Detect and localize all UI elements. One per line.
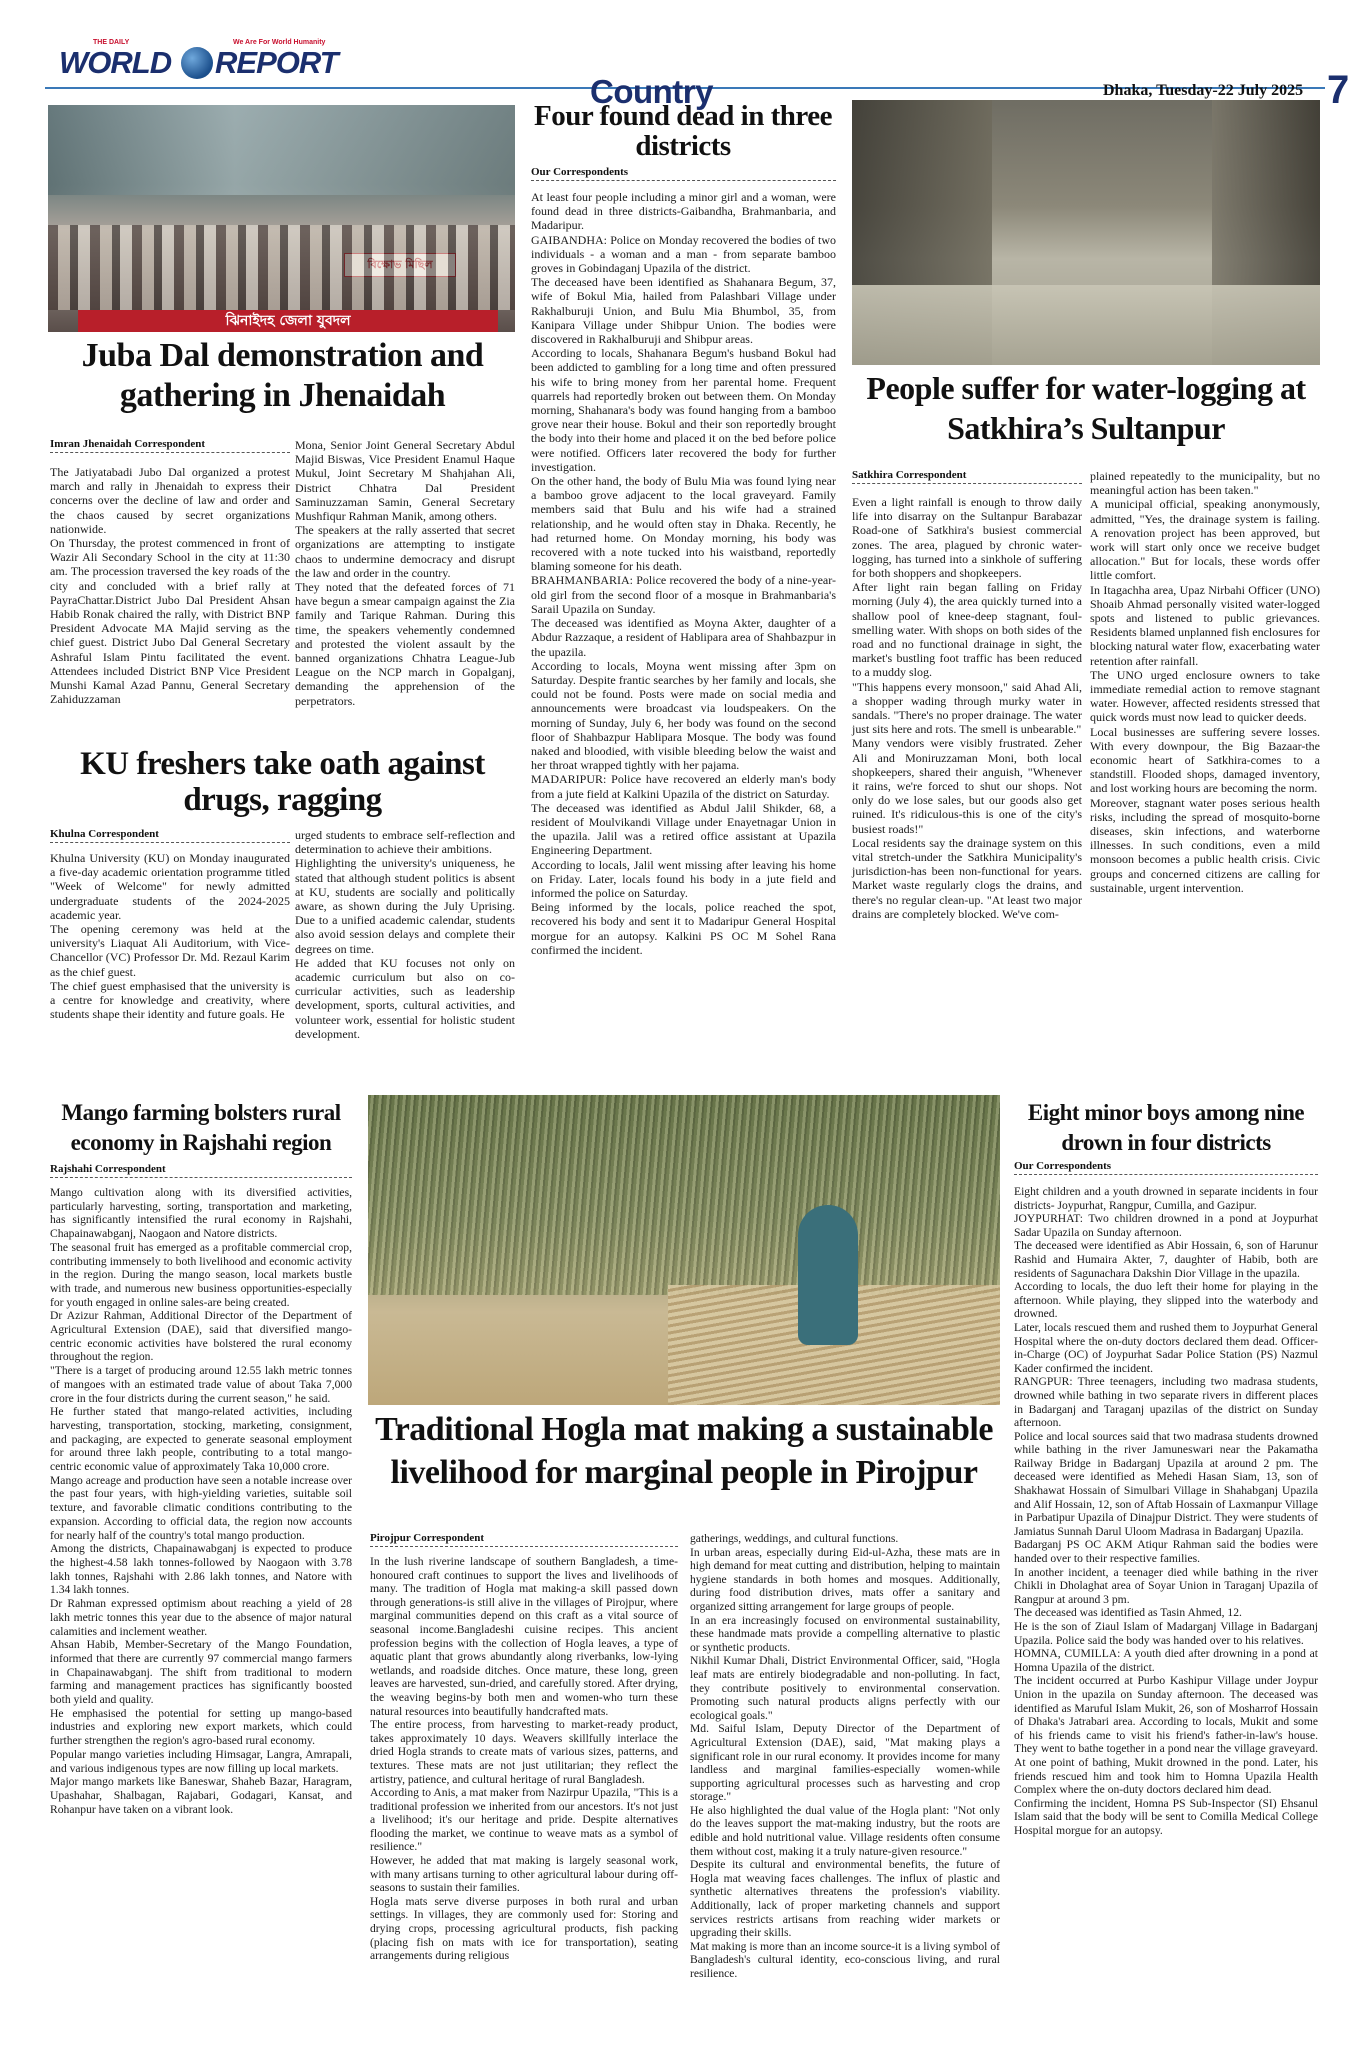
byline-ku: Khulna Correspondent [50, 828, 290, 843]
protest-banner: ঝিনাইদহ জেলা যুবদল [78, 310, 498, 332]
byline-four-dead: Our Correspondents [531, 166, 836, 181]
dateline: Dhaka, Tuesday-22 July 2025 [1103, 82, 1304, 99]
globe-icon [181, 47, 213, 79]
article-hogla-col1: In the lush riverine landscape of southern Bangladesh, a time-honoured craft continues to support the lives and livelihoods of many. The tradition of Hogla mat making-a skill passed down through generations-is still alive in the villages of Pirojpur, where marginal communities depend on this craft as a vital source of seasonal income.Bangladeshi cuisine recipes. This ancient profession begins with the collection of Hogla leaves, a type of aquatic plant that grows abundantly along riverbanks, low-lying wetlands, and roadside ditches. Once mature, these long, green leaves are harvested, sun-dried, and carefully stored. After drying, the weaving begins-by both men and women-who turn these natural resources into beautifully handcrafted mats. The entire process, from harvesting to market-ready product, takes approximately 10 days. Weavers skillfully interlace the dried Hogla strands to create mats of various sizes, patterns, and textures. These mats are not just utilitarian; they reflect the artistry, patience, and cultural heritage of rural Bangladesh. According to Anis, a mat maker from Nazirpur Upazila, "This is a traditional profession we inherited from our ancestors. It's not just a livelihood; it's our heritage and pride. Despite alternatives flooding the market, we continue to weave mats as a symbol of resilience." However, he added that mat making is largely seasonal work, with many artisans turning to other agricultural labour during off-seasons to sustain their families. Hogla mats serve diverse purposes in both rural and urban settings. In villages, they are commonly used for: Storing and drying crops, processing agricultural products, fish packing (placing fish on mats with ice for transportation), seating arrangements during religious [370, 1555, 678, 1963]
newspaper-logo[interactable] [53, 39, 353, 83]
article-ku-col2: urged students to embrace self-reflection and determination to achieve their ambitions. Highlighting the university's uniqueness, he stated that although student politics is absent at KU, students are socially and politically aware, as shown during the July Uprising. Due to a unified academic calendar, students also avoid session delays and complete their degrees on time. He added that KU focuses not only on academic curriculum but also on co-curricular activities, such as leadership development, sports, cultural activities, and volunteer work, essential for holistic student development. [295, 828, 515, 1041]
flood-water [852, 285, 1320, 365]
section-title: Country [590, 73, 713, 110]
article-four-dead: At least four people including a minor girl and a woman, were found dead in three districts-Gaibandha, Brahmanbaria, and Madaripur. GAIBANDHA: Police on Monday recovered the bodies of two individuals - a woman and a man - from separate bamboo groves in Gobindaganj Upazila of the district. The deceased have been identified as Shahanara Begum, 37, wife of Bokul Mia, hailed from Palashbari Village under Rakhalburuji Union, and Bulu Mia Bhumbol, 35, from Kanipara Village under Shibpur Union. The bodies were discovered in Rakhalburuji and Shibpur areas. According to locals, Shahanara Begum's husband Bokul had been addicted to gambling for a long time and often pressured his wife to bring money from her parental home. Frequent quarrels had reportedly broken out between them. On Monday morning, Shahanara's body was found hanging from a bamboo grove near their house. Bokul and their son reportedly brought the body into their home and placed it on the bed before police were notified. Officers later recovered the body for further investigation. On the other hand, the body of Bulu Mia was found lying near a bamboo grove adjacent to the local graveyard. Family members said that Bulu and his wife had a strained relationship, and he would often stay in Dhaka. Recently, he had returned home. On Monday morning, his body was recovered with a note tucked into his waistband, reportedly blaming someone for his death. BRAHMANBARIA: Police recovered the body of a nine-year-old girl from the second floor of a mosque in Brahmanbaria's Sarail Upazila on Sunday. The deceased was identified as Moyna Akter, daughter of a Abdur Razzaque, a resident of Hablipara area of Shahbazpur in the upazila. According to locals, Moyna went missing after 3pm on Saturday. Despite frantic searches by her family and locals, she could not be found. Posts were made on social media and announcements were broadcast via loudspeakers. On the morning of Sunday, July 6, her body was found on the second floor of Shahbazpur Hablipara Mosque. The body was found naked and bloodied, with visible bleeding below the waist and her throat wrapped tightly with her pajama. MADARIPUR: Police have recovered an elderly man's body from a jute field at Kalkini Upazila of the district on Saturday. The deceased was identified as Abdul Jalil Shikder, 68, a resident of Moulvikandi Village under Enayetnagar Union in the upazila. Jalil was a retired office assistant at Upazila Engineering Department. According to locals, Jalil went missing after leaving his home on Friday. Later, locals found his body in a jute field and informed the police on Saturday. Being informed by the locals, police reached the spot, recovered his body and sent it to Madaripur General Hospital morgue for an autopsy. Kalkini PS OC M Sohel Rana confirmed the incident. [531, 190, 836, 957]
headline-four-dead: Four found dead in three districts [534, 100, 832, 162]
headline-ku-freshers: KU freshers take oath against drugs, ragging [80, 746, 485, 818]
byline-eight-boys: Our Correspondents [1014, 1160, 1318, 1175]
byline-satkhira: Satkhira Correspondent [852, 469, 1082, 484]
crowd [48, 225, 515, 310]
building-shape [48, 105, 515, 195]
byline-mango: Rajshahi Correspondent [50, 1163, 352, 1178]
page-number: 7 [1327, 68, 1350, 112]
hogla-reeds [368, 1095, 1000, 1295]
weaver-woman [798, 1205, 858, 1345]
byline-hogla: Pirojpur Correspondent [370, 1532, 678, 1547]
logo-word-world: WORLD [59, 45, 172, 80]
masthead [45, 33, 1350, 112]
logo-word-report: REPORT [215, 45, 338, 80]
hogla-mat-photo [368, 1095, 1000, 1405]
headline-eight-boys: Eight minor boys among nine drown in four districts [1027, 1100, 1305, 1155]
article-juba-col1: The Jatiyatabadi Jubo Dal organized a protest march and rally in Jhenaidah to express their concerns over the decline of law and order and the chaos caused by secret organizations nationwide. On Thursday, the protest commenced in front of Wazir Ali Secondary School in the city at 11:30 am. The procession traversed the key roads of the city and concluded with a brief rally at PayraChattar.District Jubo Dal President Ahsan Habib Ronak chaired the rally, with District BNP President Advocate MA Majid serving as the chief guest. District Jubo Dal General Secretary Ashraful Islam Pintu facilitated the event. Attendees included District BNP Vice President Munshi Kamal Azad Pannu, General Secretary Zahiduzzaman [50, 465, 290, 707]
headline-mango: Mango farming bolsters rural economy in Rajshahi region [61, 1100, 341, 1155]
article-satkhira-col1: Even a light rainfall is enough to throw daily life into disarray on the Sultanpur Barabazar Road-one of Satkhira's busiest commercial zones. The area, plagued by chronic water-logging, has turned into a sinkhole of suffering for both shoppers and shopkeepers. After light rain began falling on Friday morning (July 4), the area quickly turned into a shallow pool of knee-deep stagnant, foul-smelling water. With shops on both sides of the road and no functional drainage in sight, the market's bustling foot traffic has been reduced to a muddy slog. "This happens every monsoon," said Ahad Ali, a shopper wading through murky water in sandals. "There's no proper drainage. The water just sits here and rots. The smell is unbearable." Many vendors were visibly frustrated. Zeher Ali and Moniruzzaman Moni, both local shopkeepers, shared their anguish, "Whenever it rains, we're forced to shut our shops. Not only do we lose sales, but our goods also get ruined. It's ridiculous-this is one of the city's busiest roads!" Local residents say the drainage system on this vital stretch-under the Satkhira Municipality's jurisdiction-has been non-functional for years. Market waste regularly clogs the drains, and there's no regular clean-up. "At least two major drains are completely blocked. We've com- [852, 495, 1082, 921]
article-ku-col1: Khulna University (KU) on Monday inaugurated a five-day academic orientation programme titled "Week of Welcome" for newly admitted undergraduate students of the 2024-2025 academic year. The opening ceremony was held at the university's Liaquat Ali Auditorium, with Vice-Chancellor (VC) Professor Dr. Md. Rezaul Karim as the chief guest. The chief guest emphasised that the university is a centre for knowledge and creativity, where students shape their identity and future goals. He [50, 851, 290, 1022]
article-mango: Mango cultivation along with its diversified activities, particularly harvesting, sorting, transportation and marketing, has significantly intensified the rural economy in Rajshahi, Chapainawabganj, Naogaon and Natore districts. The seasonal fruit has emerged as a profitable commercial crop, contributing immensely to both livelihood and economic activity in the region. During the mango season, local markets bustle with trade, and numerous new business opportunities-especially for youth engaged in online sales-are being created. Dr Azizur Rahman, Additional Director of the Department of Agricultural Extension (DAE), said that diversified mango-centric economic activities have bolstered the rural economy throughout the region. "There is a target of producing around 12.55 lakh metric tonnes of mangoes with an estimated trade value of about Taka 7,000 crore in the four districts during the current season," he said. He further stated that mango-related activities, including harvesting, transportation, stocking, marketing, consignment, and packaging, are expected to generate seasonal employment for around three lakh people, contributing to a total mango-centric economic value of approximately Taka 10,000 crore. Mango acreage and production have seen a notable increase over the past four years, with high-yielding varieties, suitable soil texture, and favorable climatic conditions contributing to the expansion. According to official data, the region now accounts for nearly half of the country's total mango production. Among the districts, Chapainawabganj is expected to produce the highest-4.58 lakh tonnes-followed by Naogaon with 3.78 lakh tonnes, Rajshahi with 2.86 lakh tonnes, and Natore with 1.34 lakh tonnes. Dr Rahman expressed optimism about reaching a yield of 28 lakh metric tonnes this year due to the absence of major natural calamities and inclement weather. Ahsan Habib, Member-Secretary of the Mango Foundation, informed that there are currently 97 commercial mango farmers in Chapainawabganj. The shift from traditional to modern farming and management practices has significantly boosted both yield and quality. He emphasised the potential for setting up mango-based industries and exploring new export markets, which could further strengthen the region's agro-based rural economy. Popular mango varieties including Himsagar, Langra, Amrapali, and various indigenous types are now filling up local markets. Major mango markets like Baneswar, Shaheb Bazar, Haragram, Upashahar, Shalbagan, Rajabari, Godagari, Kansat, and Rohanpur have taken on a vibrant look. [50, 1186, 352, 1816]
headline-juba-dal: Juba Dal demonstration and gathering in Jhenaidah [81, 337, 484, 414]
article-juba-col2: Mona, Senior Joint General Secretary Abdul Majid Biswas, Vice President Enamul Haque Mukul, Joint Secretary M Shahjahan Ali, District Chhatra Dal President Saminuzzaman Samin, General Secretary Mushfiqur Rahman Manik, among others. The speakers at the rally asserted that secret organizations are attempting to instigate chaos to undermine democracy and disrupt the law and order in the country. They noted that the defeated forces of 71 have begun a smear campaign against the Zia family and Tarique Rahman. During this time, the speakers vehemently condemned and protested the violent assault by the banned organizations Chhatra League-Jub League on the NCP march in Gopalganj, demanding the apprehension of the perpetrators. [295, 438, 515, 708]
headline-hogla: Traditional Hogla mat making a sustainable livelihood for marginal people in Pirojpur [375, 1411, 993, 1491]
headline-satkhira: People suffer for water-logging at Satkhira’s Sultanpur [866, 370, 1306, 446]
logo-top-label: THE DAILY [93, 39, 130, 46]
logo-tagline: We Are For World Humanity [233, 39, 326, 46]
article-satkhira-col2: plained repeatedly to the municipality, but no meaningful action has been taken." A municipal official, speaking anonymously, admitted, "Yes, the drainage system is failing. A renovation project has been approved, but work will start only once we receive budget allocation." But for locals, these words offer little comfort. In Itagachha area, Upaz Nirbahi Officer (UNO) Shoaib Ahmad personally visited water-logged spots and listened to public grievances. Residents blamed unplanned fish enclosures for blocking natural water flow, exacerbating water retention after rainfall. The UNO urged enclosure owners to take immediate remedial action to remove stagnant water. However, affected residents stressed that quick words must now lead to quicker deeds. Local businesses are suffering severe losses. With every downpour, the Big Bazaar-the economic heart of Satkhira-comes to a standstill. Flooded shops, damaged inventory, and lost working hours are becoming the norm. Moreover, stagnant water poses serious health risks, including the spread of mosquito-borne diseases, skin infections, and waterborne illnesses. In such conditions, even a mild monsoon becomes a public health crisis. Civic groups and concerned citizens are calling for sustainable, urgent intervention. [1090, 469, 1320, 895]
waterlogging-photo [852, 100, 1320, 365]
article-hogla-col2: gatherings, weddings, and cultural functions. In urban areas, especially during Eid-ul-Azha, these mats are in high demand for meat cutting and distribution, helping to maintain hygiene standards in both homes and mosques. Additionally, during food distribution drives, mats offer a sanitary and organized sitting arrangement for large groups of people. In an era increasingly focused on environmental sustainability, these handmade mats provide a compelling alternative to plastic or synthetic products. Nikhil Kumar Dhali, District Environmental Officer, said, "Hogla leaf mats are entirely biodegradable and non-polluting. In fact, they contribute positively to environmental conservation. Promoting such natural products aligns perfectly with our ecological goals." Md. Saiful Islam, Deputy Director of the Department of Agricultural Extension (DAE), said, "Mat making plays a significant role in our rural economy. It provides income for many landless and marginal families-especially women-while supporting agricultural processes such as harvesting and crop storage." He also highlighted the dual value of the Hogla plant: "Not only do the leaves support the mat-making industry, but the roots are edible and hold nutritional value. Village residents often consume them without cost, making it a truly nature-given resource." Despite its cultural and environmental benefits, the future of Hogla mat weaving faces challenges. The influx of plastic and synthetic alternatives threatens the profession's viability. Additionally, lack of proper marketing channels and support services restricts artisans from reaching wider markets or upgrading their skills. Mat making is more than an income source-it is a living symbol of Bangladesh's cultural identity, eco-conscious living, and rural resilience. [690, 1532, 1000, 1980]
byline-juba-dal: Imran Jhenaidah Correspondent [50, 438, 290, 453]
rally-photo [48, 105, 515, 332]
article-eight-boys: Eight children and a youth drowned in separate incidents in four districts- Joypurhat, Rangpur, Cumilla, and Gazipur. JOYPURHAT: Two children drowned in a pond at Joypurhat Sadar Upazila on Sunday afternoon. The deceased were identified as Abir Hossain, 6, son of Harunur Rashid and Humaira Akter, 7, daughter of Habib, both are residents of Sagunachara Dakshin Dior Village in the upazila. According to locals, the duo left their home for playing in the afternoon. While playing, they slipped into the waterbody and drowned. Later, locals rescued them and rushed them to Joypurhat General Hospital where the on-duty doctors declared them dead. Officer-in-Charge (OC) of Joypurhat Sadar Police Station (PS) Nazmul Kader confirmed the incident. RANGPUR: Three teenagers, including two madrasa students, drowned while bathing in two separate rivers in different places in Badarganj and Taraganj upazilas of the district on Sunday afternoon. Police and local sources said that two madrasa students drowned while bathing in the river Jamuneswari near the Pakamatha Railway Bridge in Badarganj Upazila at around 2 pm. The deceased were identified as Mehedi Hasan Siam, 13, son of Shakhawat Hossain of Simulbari Village in Shahabganj Upazila and Alif Hossain, 12, son of Aftab Hossain of Laxmanpur Village in Parbatipur Upazila of Dinajpur District. They were students of Jamiatus Sunnah Darul Uloom Madrasa in Badarganj Upazila. Badarganj PS OC AKM Atiqur Rahman said the bodies were handed over to their respective families. In another incident, a teenager died while bathing in the river Chikli in Dholaghat area of Soyar Union in Taraganj Upazila of Rangpur at around 3 pm. The deceased was identified as Tasin Ahmed, 12. He is the son of Ziaul Islam of Madarganj Village in Badarganj Upazila. Police said the body was handed over to his relatives. HOMNA, CUMILLA: A youth died after drowning in a pond at Homna Upazila of the district. The incident occurred at Purbo Kashipur Village under Joypur Union in the upazila on Sunday afternoon. The deceased was identified as Maruful Islam Mukit, 26, son of Mosharrof Hossain of Dhaka's Jatrabari area. According to locals, Mukit and some of his friends came to visit his friend's father-in-law's house. They went to bathe together in a pond near the village graveyard. At one point of bathing, Mukit drowned in the pond. Later, his friends rescued him and took him to Homna Upazila Health Complex where the on-duty doctors declared him dead. Confirming the incident, Homna PS Sub-Inspector (SI) Ehsanul Islam said that the body will be sent to Comilla Medical College Hospital morgue for an autopsy. [1014, 1185, 1318, 1837]
